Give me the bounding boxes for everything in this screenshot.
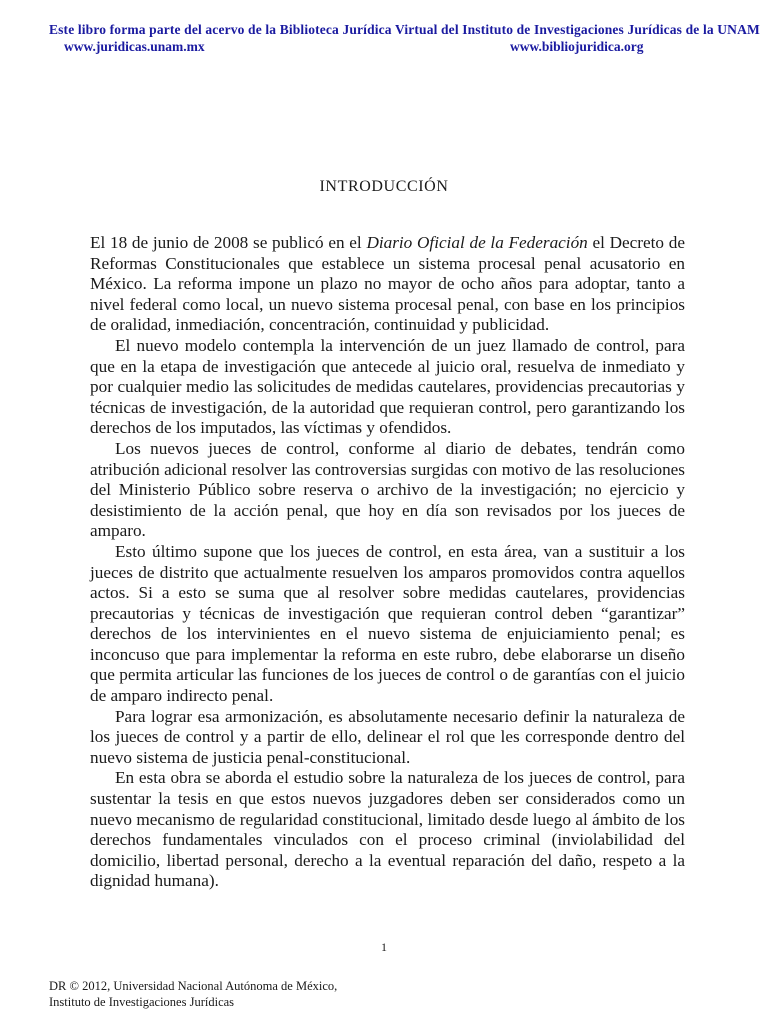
paragraph-1-end: el Decreto de Reformas Constitucionales que establece un sistema procesal penal acusatorio en México. La reforma impone un plazo no mayor de ocho años para adoptar, tanto a nivel federal como local, un nuevo sistema procesal penal, con base en los principios de oralidad, inmediación, concentración, continuidad y publicidad. <box>90 233 685 335</box>
bibliojuridica-link[interactable]: www.bibliojuridica.org <box>510 39 644 54</box>
page-number: 1 <box>381 940 387 954</box>
publication-title: Diario Oficial de la Federación <box>366 233 588 252</box>
page-title: INTRODUCCIÓN <box>319 178 449 195</box>
paragraph-1 <box>90 233 685 336</box>
paragraph-6: En esta obra se aborda el estudio sobre la naturaleza de los jueces de control, para sustentar la tesis en que estos nuevos juzgadores deben ser considerados como un nuevo mecanismo de regularidad constitucional, limitado desde luego al ámbito de los derechos fundamentales vinculados con el proceso criminal (inviolabilidad del domicilio, libertad personal, derecho a la eventual reparación del daño, respeto a la dignidad humana). <box>90 768 685 891</box>
paragraph-4: Esto último supone que los jueces de control, en esta área, van a sustituir a los jueces de distrito que actualmente resuelven los amparos promovidos contra aquellos actos. Si a esto se suma que al resolver sobre medidas cautelares, providencias precautorias y técnicas de investigación que requieran control deben “garantizar” derechos de los intervinientes en el nuevo sistema de enjuiciamiento penal; es inconcuso que para implementar la reforma en este rubro, debe elaborarse un diseño que permita articular las funciones de los jueces de control o de garantías con el juicio de amparo indirecto penal. <box>90 541 685 706</box>
copyright-line-1: DR © 2012, Universidad Nacional Autónoma de México, <box>49 979 338 993</box>
library-notice: Este libro forma parte del acervo de la Biblioteca Jurídica Virtual del Instituto de Investigaciones Jurídicas de la UNAM <box>49 22 760 37</box>
paragraph-3: Los nuevos jueces de control, conforme al diario de debates, tendrán como atribución adicional resolver las controversias surgidas con motivo de las resoluciones del Ministerio Público sobre reserva o archivo de la investigación; no ejercicio y desistimiento de la acción penal, que hoy en día son revisados por los jueces de amparo. <box>90 438 685 541</box>
paragraph-2: El nuevo modelo contempla la intervención de un juez llamado de control, para que en la etapa de investigación que antecede al juicio oral, resuelva de inmediato y por cualquier medio las solicitudes de medidas cautelares, providencias precautorias y técnicas de investigación, de la autoridad que requieran control, pero garantizando los derechos de los imputados, las víctimas y ofendidos. <box>90 335 685 438</box>
copyright-footer <box>49 978 337 1010</box>
copyright-line-2: Instituto de Investigaciones Jurídicas <box>49 995 235 1009</box>
juridicas-link[interactable]: www.juridicas.unam.mx <box>64 39 205 54</box>
paragraph-1-start: El 18 de junio de 2008 se publicó en el <box>90 233 367 252</box>
document-body <box>90 233 685 892</box>
paragraph-5: Para lograr esa armonización, es absolutamente necesario definir la naturaleza de los jueces de control y a partir de ello, delinear el rol que les corresponde dentro del nuevo sistema de justicia penal-constitucional. <box>90 706 685 767</box>
